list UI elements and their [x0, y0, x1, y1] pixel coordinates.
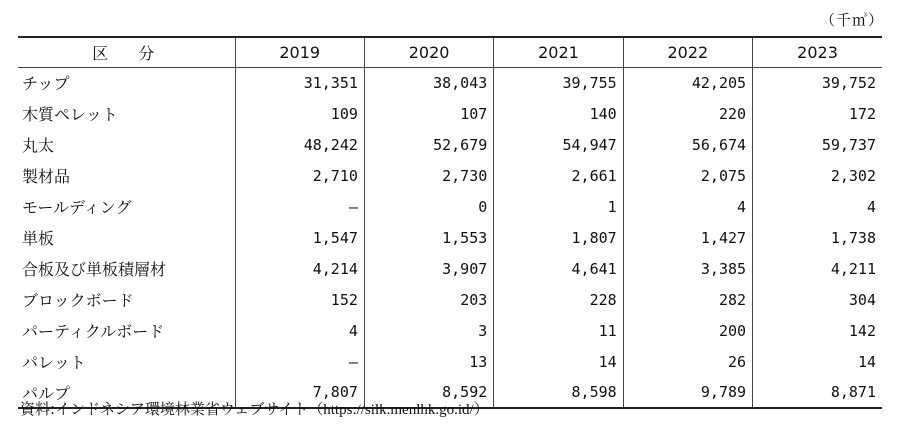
- header-category: 区分: [18, 37, 235, 67]
- header-year: 2022: [623, 37, 752, 67]
- table-cell: 56,674: [623, 129, 752, 160]
- table-cell: 13: [364, 346, 493, 377]
- table-cell: 14: [494, 346, 623, 377]
- table-row: [18, 284, 882, 315]
- table-cell: —: [235, 191, 364, 222]
- row-label: パルプ: [18, 377, 235, 408]
- table-cell: 42,205: [623, 67, 752, 98]
- table-cell: 52,679: [364, 129, 493, 160]
- row-label: チップ: [18, 67, 235, 98]
- table-cell: 8,598: [494, 377, 623, 408]
- source-note: [20, 398, 489, 419]
- table-cell: 4: [623, 191, 752, 222]
- table-row: [18, 315, 882, 346]
- header-year: 2019: [235, 37, 364, 67]
- table-cell: 26: [623, 346, 752, 377]
- table-row: [18, 222, 882, 253]
- table-cell: 4,211: [753, 253, 882, 284]
- row-label: 製材品: [18, 160, 235, 191]
- table-cell: 2,661: [494, 160, 623, 191]
- row-label: 合板及び単板積層材: [18, 253, 235, 284]
- table-cell: 142: [753, 315, 882, 346]
- table-cell: 203: [364, 284, 493, 315]
- row-label: 木質ペレット: [18, 98, 235, 129]
- table-cell: 1,553: [364, 222, 493, 253]
- table-cell: 48,242: [235, 129, 364, 160]
- table-cell: 39,755: [494, 67, 623, 98]
- table-cell: 220: [623, 98, 752, 129]
- table-row: [18, 253, 882, 284]
- table-cell: 1,427: [623, 222, 752, 253]
- table-cell: 3,385: [623, 253, 752, 284]
- table-row: [18, 191, 882, 222]
- table-cell: 8,871: [753, 377, 882, 408]
- table-cell: 1,738: [753, 222, 882, 253]
- table-cell: 39,752: [753, 67, 882, 98]
- header-year: 2021: [494, 37, 623, 67]
- row-label: パレット: [18, 346, 235, 377]
- table-cell: 9,789: [623, 377, 752, 408]
- wood-products-table: [18, 36, 882, 409]
- table-cell: 59,737: [753, 129, 882, 160]
- table-cell: 3,907: [364, 253, 493, 284]
- table-cell: 140: [494, 98, 623, 129]
- table-cell: 4,214: [235, 253, 364, 284]
- unit-label: （千㎥）: [819, 11, 884, 29]
- table-cell: 1,807: [494, 222, 623, 253]
- header-year: 2020: [364, 37, 493, 67]
- table-cell: 152: [235, 284, 364, 315]
- table-cell: 109: [235, 98, 364, 129]
- row-label: パーティクルボード: [18, 315, 235, 346]
- table-cell: 2,710: [235, 160, 364, 191]
- table-row: [18, 98, 882, 129]
- table-cell: 7,807: [235, 377, 364, 408]
- table-row: [18, 160, 882, 191]
- table-cell: 4,641: [494, 253, 623, 284]
- table-cell: 172: [753, 98, 882, 129]
- table-cell: 8,592: [364, 377, 493, 408]
- table-cell: 304: [753, 284, 882, 315]
- table-cell: 31,351: [235, 67, 364, 98]
- table-cell: 200: [623, 315, 752, 346]
- table-cell: 1,547: [235, 222, 364, 253]
- table-cell: 4: [753, 191, 882, 222]
- table-cell: —: [235, 346, 364, 377]
- table-cell: 0: [364, 191, 493, 222]
- table-cell: 1: [494, 191, 623, 222]
- table-cell: 2,302: [753, 160, 882, 191]
- table-cell: 3: [364, 315, 493, 346]
- header-row: [18, 37, 882, 67]
- source-label: 資料:インドネシア環境林業省ウェブサイト: [20, 400, 309, 418]
- table-cell: 14: [753, 346, 882, 377]
- row-label: ブロックボード: [18, 284, 235, 315]
- table-cell: 38,043: [364, 67, 493, 98]
- row-label: 丸太: [18, 129, 235, 160]
- row-label: モールディング: [18, 191, 235, 222]
- table-cell: 11: [494, 315, 623, 346]
- row-label: 単板: [18, 222, 235, 253]
- table-cell: 107: [364, 98, 493, 129]
- table-cell: 4: [235, 315, 364, 346]
- table-row: [18, 129, 882, 160]
- table-row: [18, 346, 882, 377]
- source-url: （https://silk.menlhk.go.id/）: [308, 402, 489, 418]
- table-cell: 2,730: [364, 160, 493, 191]
- header-year: 2023: [753, 37, 882, 67]
- table-row: [18, 67, 882, 98]
- table-cell: 54,947: [494, 129, 623, 160]
- table-cell: 282: [623, 284, 752, 315]
- table-cell: 2,075: [623, 160, 752, 191]
- table-cell: 228: [494, 284, 623, 315]
